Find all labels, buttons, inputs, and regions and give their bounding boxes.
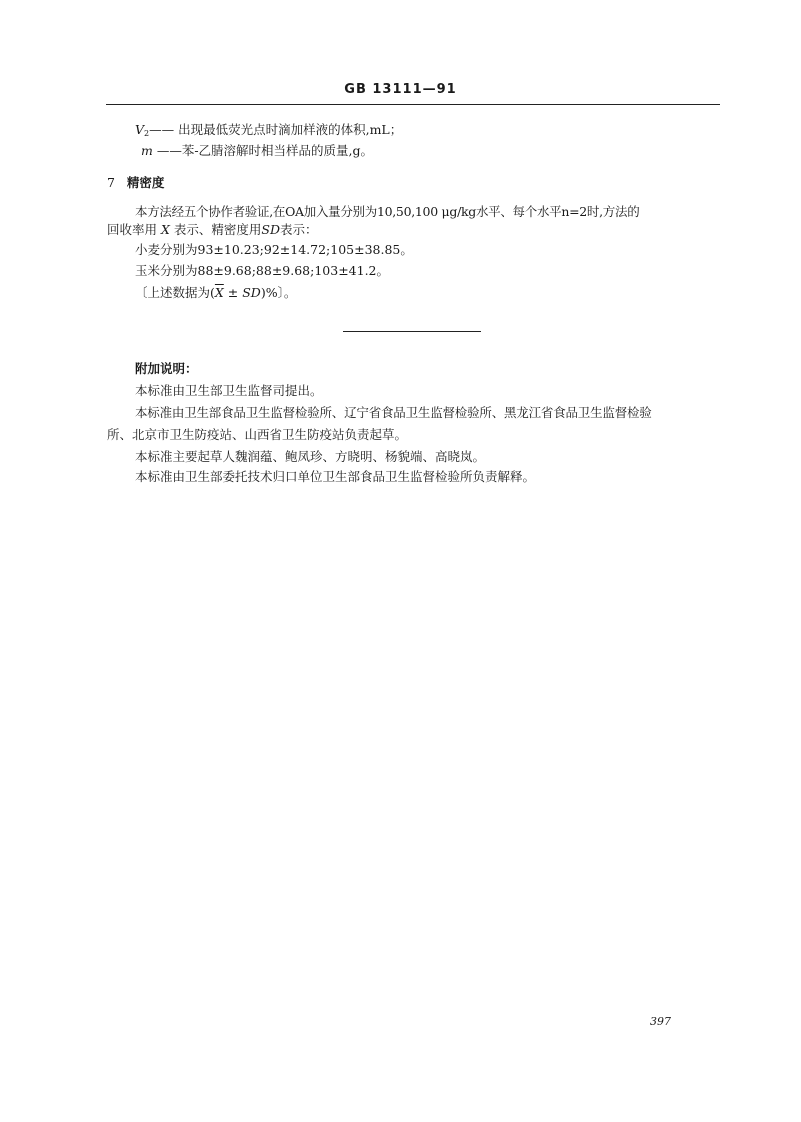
appendix-line-5: 本标准由卫生部委托技术归口单位卫生部食品卫生监督检验所负责解释。 — [135, 469, 536, 484]
note-part-a: 〔上述数据为( — [135, 285, 215, 300]
note-sd: SD — [242, 285, 261, 300]
appendix-line-2: 本标准由卫生部食品卫生监督检验所、辽宁省食品卫生监督检验所、黑龙江省食品卫生监督检验 — [135, 405, 652, 420]
m-definition — [141, 143, 373, 159]
v2-definition — [135, 122, 402, 142]
note-x-bar: $\overline{X}$ — [214, 285, 224, 300]
data-note — [135, 285, 296, 301]
v2-symbol: V — [135, 122, 145, 137]
sd-symbol: SD — [261, 222, 280, 237]
precision-paragraph-line2 — [107, 222, 318, 238]
precision-paragraph-line1: 本方法经五个协作者验证,在OA加入量分别为10,50,100 μg/kg水平、每个水平n=2时,方法的 — [135, 204, 640, 219]
line2-part-c: 表示： — [280, 222, 318, 237]
v2-subscript: 2 — [144, 129, 150, 138]
standard-code-header: GB 13111—91 — [344, 82, 457, 97]
recovery-symbol: X — [161, 222, 170, 237]
m-text: ——苯-乙腈溶解时相当样品的质量,g。 — [152, 143, 374, 158]
appendix-line-1: 本标准由卫生部卫生监督司提出。 — [135, 383, 323, 398]
section-7-heading — [107, 175, 164, 191]
section-divider — [343, 331, 481, 332]
appendix-line-3: 所、北京市卫生防疫站、山西省卫生防疫站负责起草。 — [107, 427, 408, 442]
appendix-line-4: 本标准主要起草人魏润蕴、鲍凤珍、方晓明、杨貌端、高晓岚。 — [135, 449, 486, 464]
appendix-title: 附加说明： — [135, 361, 198, 376]
corn-results: 玉米分别为88±9.68;88±9.68;103±41.2。 — [135, 263, 390, 278]
note-part-c: )%〕。 — [260, 285, 297, 300]
note-part-b: ± — [223, 285, 243, 300]
wheat-results: 小麦分别为93±10.23;92±14.72;105±38.85。 — [135, 242, 413, 257]
line2-part-b: 表示、精密度用 — [173, 222, 262, 237]
v2-text: —— 出现最低荧光点时滴加样液的体积,mL； — [149, 122, 403, 137]
section-number: 7 — [107, 175, 115, 190]
page-number: 397 — [650, 1015, 671, 1028]
m-symbol: m — [141, 143, 153, 158]
header-rule — [106, 104, 720, 105]
line2-part-a: 回收率用 — [107, 222, 158, 237]
section-title: 精密度 — [126, 175, 165, 190]
